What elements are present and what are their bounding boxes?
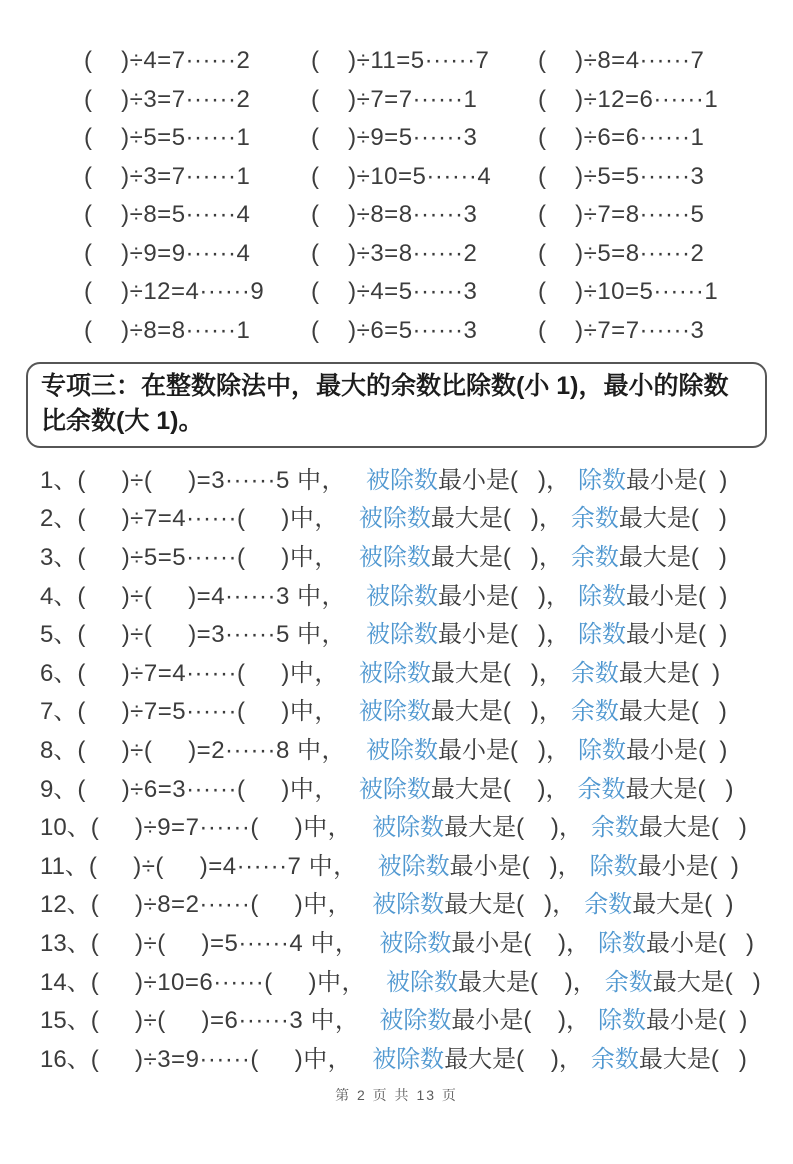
division-equation: ( )÷12=4······9 (84, 278, 265, 306)
highlighted-term-dividend: 被除数 (358, 505, 431, 533)
problem-equation: ( )÷3=9······( )中， (90, 1045, 353, 1073)
problem-question: 最小是( )， (451, 1007, 591, 1035)
problem-row (40, 998, 793, 1037)
problem-question: 最小是( )， (449, 852, 582, 880)
problem-row (40, 574, 793, 613)
division-equation: ( )÷8=5······4 (84, 201, 251, 229)
division-equation: ( )÷5=5······3 (538, 162, 705, 190)
problems-list (40, 458, 793, 1076)
problem-row (40, 805, 793, 844)
highlighted-term-dividend: 被除数 (386, 968, 459, 996)
highlighted-term: 除数 (578, 582, 627, 610)
highlighted-term: 余数 (570, 505, 619, 533)
problem-row (40, 767, 793, 806)
problem-row (40, 921, 793, 960)
problem-number: 1、 (40, 466, 78, 494)
problem-number: 14、 (40, 968, 91, 996)
problem-equation: ( )÷( )=4······7 中， (88, 852, 358, 880)
highlighted-term: 余数 (584, 891, 633, 919)
problem-question: 最大是( ) (632, 891, 734, 919)
problem-row (40, 612, 793, 651)
division-equation: ( )÷3=8······2 (311, 239, 478, 267)
highlighted-term-dividend: 被除数 (372, 814, 445, 842)
problem-equation: ( )÷7=4······( )中， (77, 505, 339, 533)
problem-equation: ( )÷8=2······( )中， (90, 891, 353, 919)
problem-equation: ( )÷5=5······( )中， (77, 543, 339, 571)
problem-question: 最小是( ) (637, 852, 739, 880)
problem-question: 最小是( )， (438, 582, 571, 610)
problem-equation: ( )÷7=4······( )中， (77, 659, 339, 687)
problem-question: 最小是( ) (646, 929, 755, 957)
problem-question: 最小是( ) (626, 466, 728, 494)
division-equation: ( )÷5=8······2 (538, 239, 705, 267)
highlighted-term-dividend: 被除数 (358, 659, 431, 687)
division-equations-grid (84, 42, 793, 350)
highlighted-term-dividend: 被除数 (358, 775, 431, 803)
problem-row (40, 535, 793, 574)
problem-question: 最大是( ) (618, 543, 727, 571)
problem-question: 最大是( )， (430, 505, 563, 533)
highlighted-term-dividend: 被除数 (366, 621, 439, 649)
division-equation: ( )÷7=7······1 (311, 85, 478, 113)
problem-equation: ( )÷( )=3······5 中， (77, 466, 347, 494)
problem-question: 最小是( )， (438, 466, 571, 494)
division-equation: ( )÷6=5······3 (311, 316, 478, 344)
problem-number: 11、 (40, 852, 89, 880)
highlighted-term: 余数 (570, 698, 619, 726)
problem-equation: ( )÷( )=3······5 中， (77, 621, 347, 649)
problem-number: 4、 (40, 582, 78, 610)
highlighted-term: 余数 (570, 659, 619, 687)
division-equation: ( )÷11=5······7 (311, 47, 490, 75)
problem-question: 最大是( )， (444, 1045, 583, 1073)
problem-question: 最大是( )， (444, 891, 577, 919)
problem-number: 3、 (40, 543, 78, 571)
problem-equation: ( )÷9=7······( )中， (90, 814, 353, 842)
problem-row (40, 458, 793, 497)
problem-equation: ( )÷( )=4······3 中， (77, 582, 347, 610)
problem-question: 最大是( ) (638, 1045, 747, 1073)
division-equation: ( )÷4=7······2 (84, 47, 251, 75)
division-equation: ( )÷8=4······7 (538, 47, 705, 75)
highlighted-term-dividend: 被除数 (372, 891, 445, 919)
problem-number: 16、 (40, 1045, 91, 1073)
problem-row (40, 883, 793, 922)
problem-question: 最大是( )， (430, 543, 563, 571)
problem-number: 9、 (40, 775, 78, 803)
problem-number: 6、 (40, 659, 78, 687)
problem-question: 最大是( ) (618, 698, 727, 726)
problem-row (40, 690, 793, 729)
problem-equation: ( )÷6=3······( )中， (77, 775, 339, 803)
section-header-box (26, 362, 767, 448)
problem-question: 最小是( )， (438, 621, 571, 649)
problem-question: 最大是( )， (458, 968, 597, 996)
problem-question: 最小是( )， (438, 736, 571, 764)
highlighted-term-dividend: 被除数 (377, 852, 450, 880)
division-equation: ( )÷8=8······1 (84, 316, 251, 344)
highlighted-term: 除数 (598, 1007, 647, 1035)
division-equation: ( )÷9=9······4 (84, 239, 251, 267)
problem-number: 8、 (40, 736, 78, 764)
problem-number: 13、 (40, 929, 91, 957)
division-equation: ( )÷5=5······1 (84, 124, 251, 152)
problem-number: 15、 (40, 1007, 91, 1035)
division-equation: ( )÷12=6······1 (538, 85, 719, 113)
problem-row (40, 497, 793, 536)
division-equation: ( )÷9=5······3 (311, 124, 478, 152)
highlighted-term: 余数 (577, 775, 626, 803)
problem-row (40, 844, 793, 883)
division-equation: ( )÷3=7······2 (84, 85, 251, 113)
problem-equation: ( )÷( )=5······4 中， (90, 929, 360, 957)
problem-row (40, 728, 793, 767)
highlighted-term: 余数 (590, 814, 639, 842)
problem-question: 最大是( )， (430, 659, 563, 687)
problem-question: 最大是( ) (618, 505, 727, 533)
problem-row (40, 960, 793, 999)
problem-question: 最大是( )， (430, 698, 563, 726)
division-equation: ( )÷6=6······1 (538, 124, 705, 152)
highlighted-term: 余数 (570, 543, 619, 571)
problem-equation: ( )÷( )=2······8 中， (77, 736, 347, 764)
highlighted-term-dividend: 被除数 (366, 466, 439, 494)
highlighted-term-dividend: 被除数 (372, 1045, 445, 1073)
highlighted-term: 除数 (578, 466, 627, 494)
problem-equation: ( )÷10=6······( )中， (90, 968, 367, 996)
highlighted-term: 余数 (604, 968, 653, 996)
highlighted-term: 除数 (578, 736, 627, 764)
section-header-text: 专项三：在整数除法中，最大的余数比除数(小 1)，最小的除数比余数(大 1)。 (41, 372, 729, 435)
highlighted-term-dividend: 被除数 (358, 698, 431, 726)
division-equation: ( )÷7=7······3 (538, 316, 705, 344)
division-equation: ( )÷7=8······5 (538, 201, 705, 229)
problem-question: 最大是( ) (625, 775, 734, 803)
highlighted-term-dividend: 被除数 (379, 1007, 452, 1035)
problem-question: 最小是( ) (626, 736, 728, 764)
division-equation: ( )÷10=5······4 (311, 162, 492, 190)
problem-number: 2、 (40, 505, 78, 533)
problem-equation: ( )÷( )=6······3 中， (90, 1007, 360, 1035)
problem-question: 最大是( )， (430, 775, 570, 803)
highlighted-term: 除数 (589, 852, 638, 880)
problem-question: 最小是( ) (626, 582, 728, 610)
highlighted-term-dividend: 被除数 (358, 543, 431, 571)
highlighted-term-dividend: 被除数 (379, 929, 452, 957)
highlighted-term: 除数 (598, 929, 647, 957)
problem-question: 最小是( ) (626, 621, 728, 649)
division-equation: ( )÷4=5······3 (311, 278, 478, 306)
division-equation: ( )÷3=7······1 (84, 162, 251, 190)
page-number-footer: 第 2 页 共 13 页 (335, 1086, 458, 1103)
problem-question: 最小是( )， (451, 929, 591, 957)
division-equation: ( )÷8=8······3 (311, 201, 478, 229)
problem-question: 最大是( )， (444, 814, 583, 842)
problem-number: 5、 (40, 621, 78, 649)
problem-number: 10、 (40, 814, 91, 842)
highlighted-term: 除数 (578, 621, 627, 649)
highlighted-term-dividend: 被除数 (366, 582, 439, 610)
problem-question: 最大是( ) (638, 814, 747, 842)
problem-row (40, 1037, 793, 1076)
problem-equation: ( )÷7=5······( )中， (77, 698, 339, 726)
problem-question: 最小是( ) (646, 1007, 748, 1035)
problem-row (40, 651, 793, 690)
problem-number: 7、 (40, 698, 78, 726)
problem-question: 最大是( ) (652, 968, 761, 996)
division-equation: ( )÷10=5······1 (538, 278, 719, 306)
highlighted-term-dividend: 被除数 (366, 736, 439, 764)
problem-question: 最大是( ) (618, 659, 721, 687)
highlighted-term: 余数 (590, 1045, 639, 1073)
problem-number: 12、 (40, 891, 91, 919)
